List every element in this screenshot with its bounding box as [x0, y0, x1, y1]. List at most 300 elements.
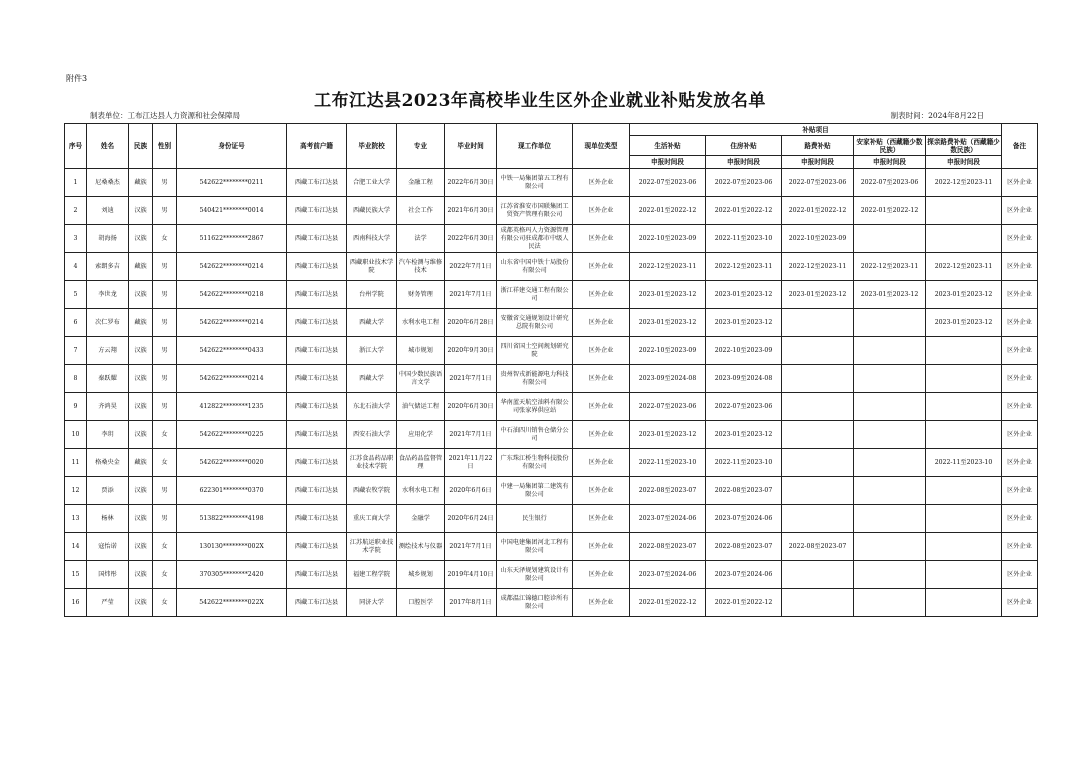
cell-visit: [926, 589, 1002, 617]
cell-school: 西藏职业技术学院: [347, 253, 397, 281]
cell-origin: 西藏工布江达县: [287, 561, 347, 589]
cell-settle: [854, 561, 926, 589]
cell-living: 2022-10至2023-09: [630, 337, 706, 365]
cell-grad-time: 2021年6月30日: [445, 197, 497, 225]
cell-id: 513822********4198: [177, 505, 287, 533]
cell-grad-time: 2020年6月30日: [445, 393, 497, 421]
header-id: 身份证号: [177, 124, 287, 169]
header-ethnicity: 民族: [129, 124, 153, 169]
cell-seq: 13: [65, 505, 87, 533]
cell-seq: 8: [65, 365, 87, 393]
cell-visit: [926, 225, 1002, 253]
cell-gender: 男: [153, 477, 177, 505]
cell-name: 次仁罗布: [87, 309, 129, 337]
header-travel: 路费补贴: [782, 136, 854, 156]
cell-name: 李玥: [87, 421, 129, 449]
cell-seq: 12: [65, 477, 87, 505]
table-row: [65, 449, 1038, 477]
cell-living: 2022-07至2023-06: [630, 169, 706, 197]
cell-employer-type: 区外企业: [573, 589, 630, 617]
header-living: 生活补贴: [630, 136, 706, 156]
cell-id: 542622********0433: [177, 337, 287, 365]
cell-travel: 2022-12至2023-11: [782, 253, 854, 281]
cell-employer-type: 区外企业: [573, 561, 630, 589]
cell-id: 511622********2867: [177, 225, 287, 253]
cell-travel: [782, 393, 854, 421]
table-row: [65, 589, 1038, 617]
cell-major: 社会工作: [397, 197, 445, 225]
header-gender: 性别: [153, 124, 177, 169]
header-employer-type: 现单位类型: [573, 124, 630, 169]
cell-major: 口腔医学: [397, 589, 445, 617]
cell-living: 2022-10至2023-09: [630, 225, 706, 253]
table-row: [65, 561, 1038, 589]
header-name: 姓名: [87, 124, 129, 169]
cell-origin: 西藏工布江达县: [287, 421, 347, 449]
cell-major: 城市规划: [397, 337, 445, 365]
cell-ethnicity: 汉族: [129, 365, 153, 393]
cell-note: 区外企业: [1002, 365, 1038, 393]
cell-travel: 2023-01至2023-12: [782, 281, 854, 309]
cell-seq: 10: [65, 421, 87, 449]
cell-visit: [926, 421, 1002, 449]
cell-origin: 西藏工布江达县: [287, 309, 347, 337]
cell-name: 齐鸿昊: [87, 393, 129, 421]
table-row: [65, 505, 1038, 533]
cell-seq: 2: [65, 197, 87, 225]
cell-name: 尼桑桑杰: [87, 169, 129, 197]
cell-travel: 2022-10至2023-09: [782, 225, 854, 253]
table-row: [65, 253, 1038, 281]
cell-name: 格桑央金: [87, 449, 129, 477]
cell-living: 2023-01至2023-12: [630, 281, 706, 309]
cell-gender: 男: [153, 393, 177, 421]
header-period-travel: 申报时间段: [782, 156, 854, 169]
cell-school: 浙江大学: [347, 337, 397, 365]
cell-travel: [782, 477, 854, 505]
cell-gender: 男: [153, 309, 177, 337]
cell-employer: 广东珠江桥生物科技股份有限公司: [497, 449, 573, 477]
cell-major: 应用化学: [397, 421, 445, 449]
table-row: [65, 337, 1038, 365]
cell-settle: [854, 225, 926, 253]
header-school: 毕业院校: [347, 124, 397, 169]
cell-travel: 2022-07至2023-06: [782, 169, 854, 197]
cell-seq: 11: [65, 449, 87, 477]
cell-settle: [854, 505, 926, 533]
cell-id: 542622********0218: [177, 281, 287, 309]
cell-name: 贾添: [87, 477, 129, 505]
cell-employer: 山东省中国中铁十局股份有限公司: [497, 253, 573, 281]
cell-living: 2022-07至2023-06: [630, 393, 706, 421]
cell-living: 2022-08至2023-07: [630, 477, 706, 505]
cell-note: 区外企业: [1002, 225, 1038, 253]
cell-employer-type: 区外企业: [573, 281, 630, 309]
cell-school: 东北石油大学: [347, 393, 397, 421]
cell-travel: 2022-01至2022-12: [782, 197, 854, 225]
cell-employer-type: 区外企业: [573, 449, 630, 477]
cell-id: 542622********0214: [177, 365, 287, 393]
cell-note: 区外企业: [1002, 197, 1038, 225]
cell-name: 方云翔: [87, 337, 129, 365]
cell-id: 622301********0370: [177, 477, 287, 505]
cell-ethnicity: 藏族: [129, 253, 153, 281]
cell-employer-type: 区外企业: [573, 421, 630, 449]
cell-note: 区外企业: [1002, 421, 1038, 449]
cell-travel: [782, 589, 854, 617]
cell-id: 370305********2420: [177, 561, 287, 589]
cell-seq: 7: [65, 337, 87, 365]
cell-employer: 江苏省淮安市国联集团工贸资产管理有限公司: [497, 197, 573, 225]
cell-gender: 男: [153, 169, 177, 197]
cell-seq: 16: [65, 589, 87, 617]
table-row: [65, 169, 1038, 197]
header-housing: 住房补贴: [706, 136, 782, 156]
cell-gender: 女: [153, 533, 177, 561]
table-row: [65, 421, 1038, 449]
cell-grad-time: 2019年4月10日: [445, 561, 497, 589]
cell-employer-type: 区外企业: [573, 337, 630, 365]
cell-note: 区外企业: [1002, 477, 1038, 505]
cell-living: 2022-01至2022-12: [630, 589, 706, 617]
cell-housing: 2022-01至2022-12: [706, 197, 782, 225]
cell-name: 秦跃耀: [87, 365, 129, 393]
cell-employer: 浙江祥建交通工程有限公司: [497, 281, 573, 309]
cell-ethnicity: 汉族: [129, 589, 153, 617]
cell-seq: 4: [65, 253, 87, 281]
cell-visit: 2022-12至2023-11: [926, 253, 1002, 281]
cell-employer: 成都英格玛人力资源管理有限公司驻成都市中级人民法: [497, 225, 573, 253]
cell-travel: [782, 365, 854, 393]
cell-school: 西藏大学: [347, 365, 397, 393]
cell-visit: 2023-01至2023-12: [926, 309, 1002, 337]
cell-living: 2022-11至2023-10: [630, 449, 706, 477]
cell-living: 2023-09至2024-08: [630, 365, 706, 393]
cell-major: 测绘技术与仪器: [397, 533, 445, 561]
cell-grad-time: 2022年6月30日: [445, 225, 497, 253]
cell-grad-time: 2021年11月22日: [445, 449, 497, 477]
cell-origin: 西藏工布江达县: [287, 197, 347, 225]
cell-school: 台州学院: [347, 281, 397, 309]
cell-note: 区外企业: [1002, 281, 1038, 309]
cell-origin: 西藏工布江达县: [287, 505, 347, 533]
cell-settle: [854, 421, 926, 449]
cell-major: 食品药品监督管理: [397, 449, 445, 477]
cell-settle: [854, 337, 926, 365]
cell-settle: 2022-12至2023-11: [854, 253, 926, 281]
cell-origin: 西藏工布江达县: [287, 449, 347, 477]
cell-name: 国炜彤: [87, 561, 129, 589]
cell-seq: 1: [65, 169, 87, 197]
cell-settle: 2022-07至2023-06: [854, 169, 926, 197]
cell-major: 金融学: [397, 505, 445, 533]
cell-visit: [926, 505, 1002, 533]
header-subsidy-group: 补贴项目: [630, 124, 1002, 136]
cell-id: 542622********022X: [177, 589, 287, 617]
cell-visit: [926, 477, 1002, 505]
cell-major: 油气储运工程: [397, 393, 445, 421]
cell-origin: 西藏工布江达县: [287, 281, 347, 309]
cell-major: 水利水电工程: [397, 309, 445, 337]
cell-employer-type: 区外企业: [573, 225, 630, 253]
cell-settle: 2022-01至2022-12: [854, 197, 926, 225]
cell-housing: 2022-08至2023-07: [706, 477, 782, 505]
cell-gender: 女: [153, 449, 177, 477]
cell-id: 542622********0214: [177, 253, 287, 281]
cell-travel: [782, 449, 854, 477]
cell-id: 542622********0211: [177, 169, 287, 197]
cell-school: 西藏农牧学院: [347, 477, 397, 505]
cell-seq: 6: [65, 309, 87, 337]
cell-name: 寇怡诺: [87, 533, 129, 561]
cell-grad-time: 2021年7月1日: [445, 365, 497, 393]
header-grad-time: 毕业时间: [445, 124, 497, 169]
cell-employer-type: 区外企业: [573, 533, 630, 561]
cell-housing: 2022-11至2023-10: [706, 225, 782, 253]
cell-gender: 女: [153, 421, 177, 449]
cell-visit: [926, 197, 1002, 225]
cell-id: 542622********0020: [177, 449, 287, 477]
table-row: [65, 533, 1038, 561]
cell-employer: 中石油四川销售仓储分公司: [497, 421, 573, 449]
cell-settle: [854, 589, 926, 617]
cell-ethnicity: 藏族: [129, 449, 153, 477]
cell-school: 西安石油大学: [347, 421, 397, 449]
cell-grad-time: 2022年6月30日: [445, 169, 497, 197]
cell-ethnicity: 藏族: [129, 309, 153, 337]
table-row: [65, 309, 1038, 337]
cell-living: 2022-01至2022-12: [630, 197, 706, 225]
cell-visit: 2022-11至2023-10: [926, 449, 1002, 477]
cell-gender: 男: [153, 197, 177, 225]
cell-name: 胡海扬: [87, 225, 129, 253]
cell-name: 杨林: [87, 505, 129, 533]
cell-school: 西南科技大学: [347, 225, 397, 253]
cell-employer-type: 区外企业: [573, 393, 630, 421]
cell-living: 2023-07至2024-06: [630, 561, 706, 589]
cell-origin: 西藏工布江达县: [287, 337, 347, 365]
cell-housing: 2023-01至2023-12: [706, 281, 782, 309]
header-major: 专业: [397, 124, 445, 169]
cell-note: 区外企业: [1002, 533, 1038, 561]
cell-gender: 女: [153, 225, 177, 253]
issue-date: 制表时间：2024年8月22日: [890, 111, 984, 120]
cell-employer-type: 区外企业: [573, 477, 630, 505]
issuing-unit: 制表单位：工布江达县人力资源和社会保障局: [90, 111, 240, 120]
cell-grad-time: 2020年6月24日: [445, 505, 497, 533]
cell-ethnicity: 汉族: [129, 225, 153, 253]
cell-housing: 2023-01至2023-12: [706, 309, 782, 337]
cell-origin: 西藏工布江达县: [287, 589, 347, 617]
cell-housing: 2022-11至2023-10: [706, 449, 782, 477]
cell-note: 区外企业: [1002, 337, 1038, 365]
cell-grad-time: 2021年7月1日: [445, 281, 497, 309]
cell-school: 江苏航运职业技术学院: [347, 533, 397, 561]
cell-settle: [854, 309, 926, 337]
cell-settle: [854, 365, 926, 393]
cell-note: 区外企业: [1002, 253, 1038, 281]
cell-seq: 9: [65, 393, 87, 421]
cell-visit: 2022-12至2023-11: [926, 169, 1002, 197]
cell-housing: 2022-07至2023-06: [706, 393, 782, 421]
cell-employer: 安徽省交通规划设计研究总院有限公司: [497, 309, 573, 337]
cell-name: 李世龙: [87, 281, 129, 309]
cell-living: 2023-07至2024-06: [630, 505, 706, 533]
cell-note: 区外企业: [1002, 505, 1038, 533]
cell-seq: 5: [65, 281, 87, 309]
cell-ethnicity: 汉族: [129, 505, 153, 533]
cell-school: 江苏食品药品职业技术学院: [347, 449, 397, 477]
cell-living: 2023-01至2023-12: [630, 309, 706, 337]
subsidy-table: [64, 123, 1038, 617]
header-employer: 现工作单位: [497, 124, 573, 169]
cell-grad-time: 2020年6月28日: [445, 309, 497, 337]
cell-grad-time: 2022年7月1日: [445, 253, 497, 281]
header-note: 备注: [1002, 124, 1038, 169]
cell-living: 2022-12至2023-11: [630, 253, 706, 281]
cell-major: 水利水电工程: [397, 477, 445, 505]
cell-housing: 2023-09至2024-08: [706, 365, 782, 393]
cell-travel: 2022-08至2023-07: [782, 533, 854, 561]
cell-major: 汽车检测与维修技术: [397, 253, 445, 281]
cell-note: 区外企业: [1002, 309, 1038, 337]
cell-school: 重庆工商大学: [347, 505, 397, 533]
cell-visit: [926, 561, 1002, 589]
cell-visit: [926, 533, 1002, 561]
cell-housing: 2023-07至2024-06: [706, 561, 782, 589]
cell-origin: 西藏工布江达县: [287, 393, 347, 421]
cell-id: 412822********1235: [177, 393, 287, 421]
header-seq: 序号: [65, 124, 87, 169]
header-period-settle: 申报时间段: [854, 156, 926, 169]
document-title: 工布江达县2023年高校毕业生区外企业就业补贴发放名单: [314, 91, 766, 111]
cell-employer-type: 区外企业: [573, 309, 630, 337]
cell-visit: [926, 393, 1002, 421]
cell-name: 严莹: [87, 589, 129, 617]
cell-name: 刘迪: [87, 197, 129, 225]
cell-travel: [782, 505, 854, 533]
cell-ethnicity: 汉族: [129, 197, 153, 225]
cell-origin: 西藏工布江达县: [287, 533, 347, 561]
cell-settle: [854, 533, 926, 561]
cell-housing: 2022-07至2023-06: [706, 169, 782, 197]
cell-id: 542622********0214: [177, 309, 287, 337]
cell-grad-time: 2020年9月30日: [445, 337, 497, 365]
cell-school: 合肥工业大学: [347, 169, 397, 197]
header-period-visit: 申报时间段: [926, 156, 1002, 169]
cell-living: 2023-01至2023-12: [630, 421, 706, 449]
cell-employer-type: 区外企业: [573, 169, 630, 197]
cell-id: 540421********0014: [177, 197, 287, 225]
cell-housing: 2022-12至2023-11: [706, 253, 782, 281]
cell-employer-type: 区外企业: [573, 365, 630, 393]
cell-housing: 2022-10至2023-09: [706, 337, 782, 365]
cell-ethnicity: 汉族: [129, 337, 153, 365]
cell-travel: [782, 309, 854, 337]
cell-housing: 2022-08至2023-07: [706, 533, 782, 561]
cell-gender: 男: [153, 253, 177, 281]
cell-ethnicity: 汉族: [129, 281, 153, 309]
cell-ethnicity: 汉族: [129, 533, 153, 561]
cell-seq: 14: [65, 533, 87, 561]
cell-living: 2022-08至2023-07: [630, 533, 706, 561]
cell-origin: 西藏工布江达县: [287, 225, 347, 253]
attachment-label: 附件3: [66, 74, 88, 83]
cell-school: 同济大学: [347, 589, 397, 617]
cell-note: 区外企业: [1002, 589, 1038, 617]
cell-origin: 西藏工布江达县: [287, 477, 347, 505]
cell-major: 中国少数民族语言文学: [397, 365, 445, 393]
cell-gender: 男: [153, 281, 177, 309]
cell-school: 西藏民族大学: [347, 197, 397, 225]
cell-settle: [854, 449, 926, 477]
cell-visit: 2023-01至2023-12: [926, 281, 1002, 309]
cell-employer: 成都温江锦德口腔诊所有限公司: [497, 589, 573, 617]
cell-visit: [926, 337, 1002, 365]
cell-school: 福建工程学院: [347, 561, 397, 589]
cell-ethnicity: 汉族: [129, 561, 153, 589]
cell-employer: 民生银行: [497, 505, 573, 533]
cell-note: 区外企业: [1002, 393, 1038, 421]
cell-gender: 女: [153, 561, 177, 589]
cell-grad-time: 2017年8月1日: [445, 589, 497, 617]
table-row: [65, 225, 1038, 253]
cell-visit: [926, 365, 1002, 393]
cell-employer: 中铁一局集团第五工程有限公司: [497, 169, 573, 197]
cell-housing: 2023-01至2023-12: [706, 421, 782, 449]
cell-grad-time: 2020年6月6日: [445, 477, 497, 505]
cell-employer-type: 区外企业: [573, 197, 630, 225]
header-period-housing: 申报时间段: [706, 156, 782, 169]
header-settle: 安家补贴（西藏籍少数民族）: [854, 136, 926, 156]
cell-ethnicity: 汉族: [129, 477, 153, 505]
cell-note: 区外企业: [1002, 561, 1038, 589]
cell-settle: [854, 393, 926, 421]
cell-gender: 女: [153, 589, 177, 617]
cell-gender: 男: [153, 365, 177, 393]
cell-major: 城乡规划: [397, 561, 445, 589]
table-row: [65, 477, 1038, 505]
cell-employer: 中国电建集团河北工程有限公司: [497, 533, 573, 561]
header-period-living: 申报时间段: [630, 156, 706, 169]
cell-employer-type: 区外企业: [573, 253, 630, 281]
cell-grad-time: 2021年7月1日: [445, 533, 497, 561]
cell-gender: 男: [153, 337, 177, 365]
cell-ethnicity: 汉族: [129, 393, 153, 421]
cell-employer: 山东天泽规划建筑设计有限公司: [497, 561, 573, 589]
cell-ethnicity: 藏族: [129, 169, 153, 197]
cell-travel: [782, 561, 854, 589]
cell-id: 542622********0225: [177, 421, 287, 449]
cell-employer: 华南蓝天航空油料有限公司张家界供应站: [497, 393, 573, 421]
cell-travel: [782, 421, 854, 449]
cell-employer: 中建一局集团第二建筑有限公司: [497, 477, 573, 505]
table-row: [65, 281, 1038, 309]
table-row: [65, 197, 1038, 225]
cell-seq: 3: [65, 225, 87, 253]
cell-housing: 2023-07至2024-06: [706, 505, 782, 533]
cell-ethnicity: 汉族: [129, 421, 153, 449]
cell-employer: 四川省国土空间规划研究院: [497, 337, 573, 365]
cell-major: 金融工程: [397, 169, 445, 197]
cell-seq: 15: [65, 561, 87, 589]
cell-id: 130130********002X: [177, 533, 287, 561]
header-visit: 探亲路费补贴（西藏籍少数民族）: [927, 137, 1000, 154]
cell-grad-time: 2021年7月1日: [445, 421, 497, 449]
table-row: [65, 393, 1038, 421]
cell-name: 索朗多吉: [87, 253, 129, 281]
cell-employer-type: 区外企业: [573, 505, 630, 533]
